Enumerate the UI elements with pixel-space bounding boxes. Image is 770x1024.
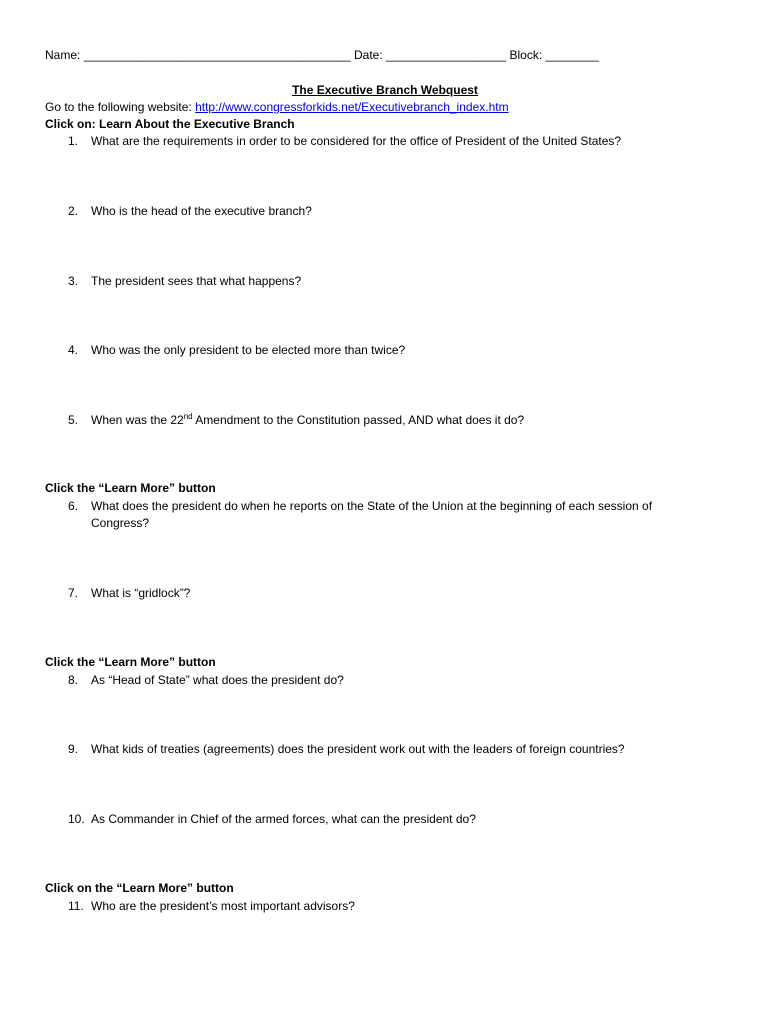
question-number: 4. xyxy=(68,343,79,357)
question-9 xyxy=(68,741,698,758)
question-number: 8. xyxy=(68,673,79,687)
question-text: What does the president do when he reports on the State of the Union at the beginning of each session of Congress? xyxy=(91,499,653,530)
question-10 xyxy=(68,811,698,828)
page-title: The Executive Branch Webquest xyxy=(292,83,478,97)
question-text: What is “gridlock”? xyxy=(91,586,191,600)
question-text: Who are the president’s most important advisors? xyxy=(91,899,355,913)
question-2 xyxy=(68,203,698,220)
website-link[interactable]: http://www.congressforkids.net/Executivebranch_index.htm xyxy=(195,100,509,114)
question-6 xyxy=(68,498,698,532)
intro-text: Go to the following website: xyxy=(45,100,192,114)
question-11 xyxy=(68,898,698,915)
question-text: As Commander in Chief of the armed forces, what can the president do? xyxy=(91,812,476,826)
block-blank: ________ xyxy=(545,48,599,62)
question-number: 11. xyxy=(68,899,84,913)
ordinal-suffix: nd xyxy=(183,412,193,421)
question-1 xyxy=(68,133,698,150)
question-number: 10. xyxy=(68,812,85,826)
student-info-line xyxy=(45,47,599,64)
question-number: 5. xyxy=(68,413,79,427)
question-text: Who was the only president to be elected more than twice? xyxy=(91,343,406,357)
name-label: Name: xyxy=(45,48,81,62)
question-text: The president sees that what happens? xyxy=(91,274,302,288)
question-number: 6. xyxy=(68,499,79,513)
question-text: What kids of treaties (agreements) does the president work out with the leaders of foreign countries? xyxy=(91,742,625,756)
question-number: 1. xyxy=(68,134,79,148)
question-text xyxy=(91,412,698,429)
question-number: 9. xyxy=(68,742,79,756)
question-4 xyxy=(68,342,698,359)
question-text: Who is the head of the executive branch? xyxy=(91,204,312,218)
question-number: 3. xyxy=(68,274,79,288)
question-3 xyxy=(68,273,698,290)
section-heading-3: Click the “Learn More” button xyxy=(45,655,216,669)
question-text-end: Amendment to the Constitution passed, AND what does it do? xyxy=(192,413,525,427)
question-text-start: When was the 22 xyxy=(91,413,184,427)
date-label: Date: xyxy=(353,48,383,62)
block-label: Block: xyxy=(509,48,543,62)
section-heading-1: Click on: Learn About the Executive Branch xyxy=(45,117,295,131)
question-8 xyxy=(68,672,698,689)
question-text: As “Head of State” what does the president do? xyxy=(91,673,344,687)
name-blank: ________________________________________ xyxy=(83,48,351,62)
intro-line xyxy=(45,99,509,116)
question-number: 2. xyxy=(68,204,79,218)
question-7 xyxy=(68,585,698,602)
section-heading-2: Click the “Learn More” button xyxy=(45,481,216,495)
question-number: 7. xyxy=(68,586,79,600)
date-blank: __________________ xyxy=(386,48,507,62)
question-5 xyxy=(68,412,698,429)
section-heading-4: Click on the “Learn More” button xyxy=(45,881,234,895)
question-text: What are the requirements in order to be considered for the office of President of the United States? xyxy=(91,134,622,148)
